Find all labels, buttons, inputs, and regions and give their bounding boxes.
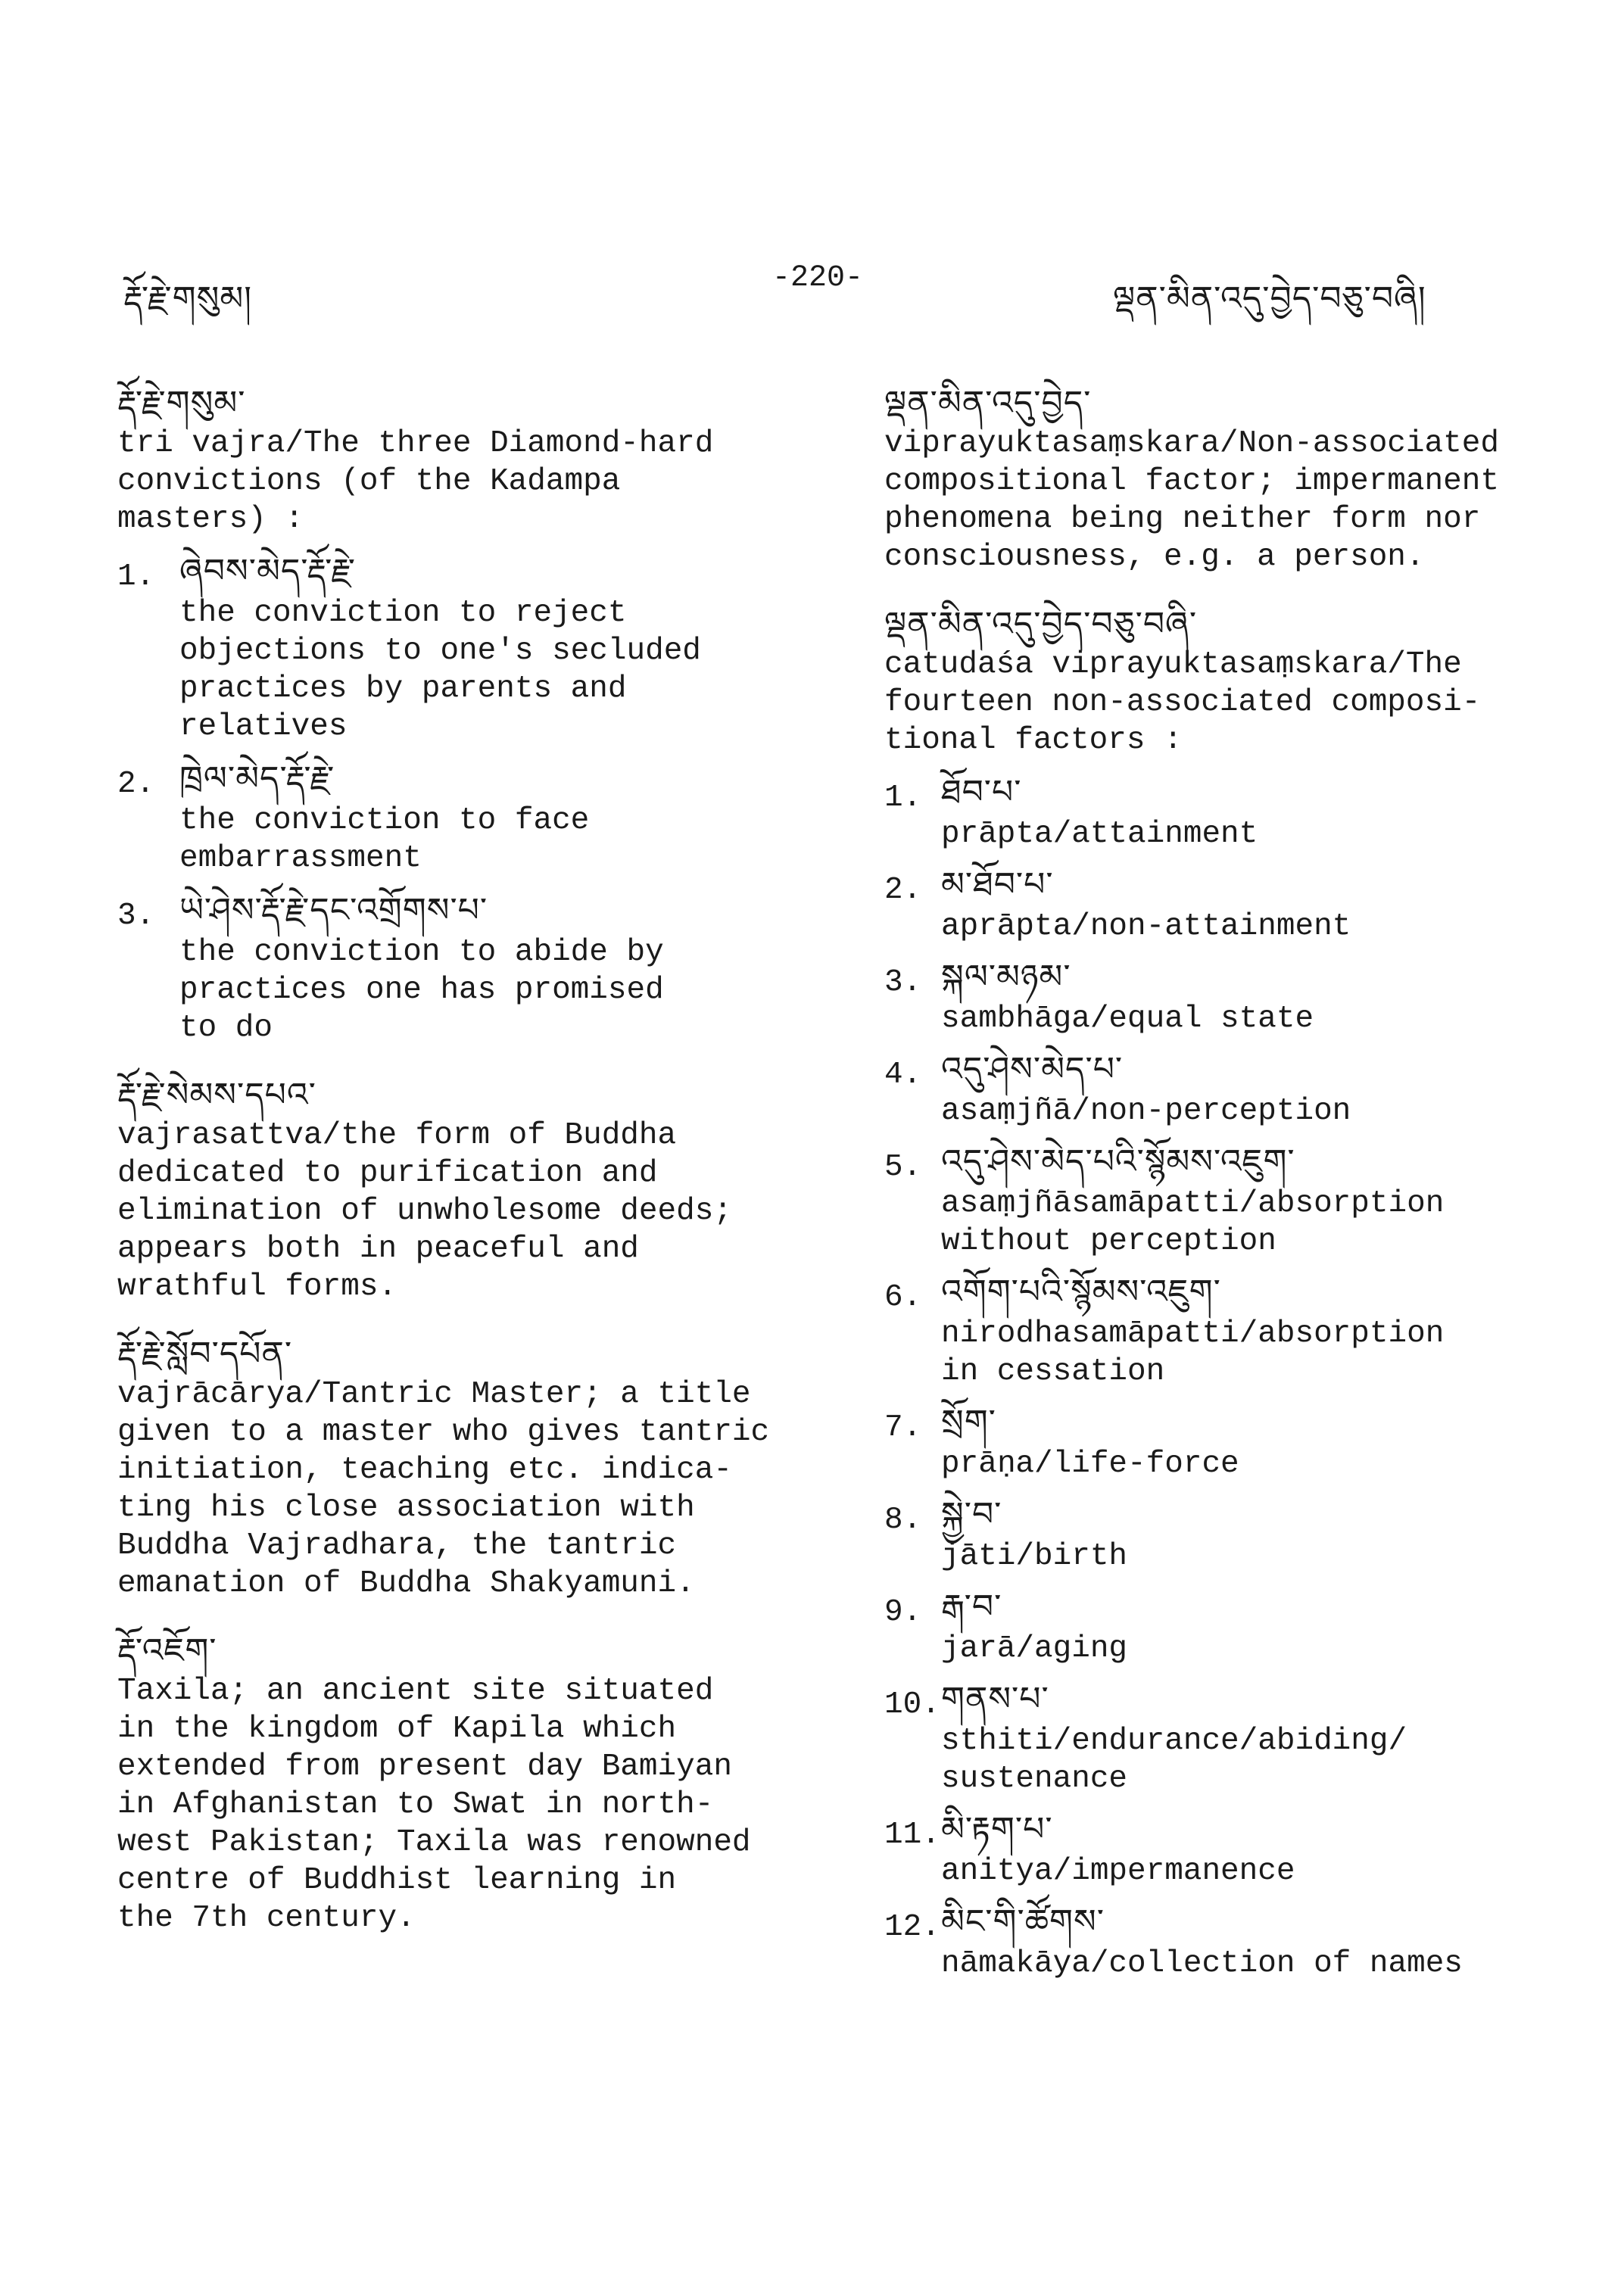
list-item [884,1270,1558,1391]
item-tibetan: ཁྲེལ་མེད་རྡོ་རྗེ་ [179,759,335,798]
item-text: asaṃjñā/non-perception [941,1094,1351,1129]
item-tibetan: སྐྱེ་བ་ [941,1495,1002,1534]
item-number: 3. [117,899,155,933]
page-number: -220- [772,261,864,295]
item-tibetan: སྲོག་ [941,1403,996,1441]
entry-headword: ལྡན་མིན་འདུ་བྱེད་བཅུ་བཞི་ [884,605,1198,643]
list-item [884,770,1558,853]
item-number: 5. [884,1150,922,1185]
entry-headword: རྡོ་འཇོག་ [117,1631,217,1670]
entry-headword: རྡོ་རྗེ་སློབ་དཔོན་ [117,1335,293,1373]
item-text: jarā/aging [941,1631,1128,1666]
item-tibetan: མིང་གི་ཚོགས་ [941,1902,1105,1941]
list-item [884,862,1558,946]
entry-definition: viprayuktasaṃskara/Non-associated compositional factor; impermanent phenomena being neither form nor consciousness, e.g. a person. [884,426,1499,575]
item-number: 8. [884,1503,922,1537]
entry-viprayuktasamskara [884,382,1558,576]
list-item [117,756,844,877]
entry-vajracarya [117,1333,844,1603]
item-number: 2. [884,873,922,908]
list-item [884,1492,1558,1575]
entry-definition: catudaśa viprayuktasaṃskara/The fourteen non-associated composi- tional factors : [884,647,1481,758]
item-tibetan: གནས་པ་ [941,1680,1049,1718]
item-number: 6. [884,1280,922,1315]
item-text: anitya/impermanence [941,1854,1295,1889]
list-item [884,1899,1558,1983]
item-number: 11. [884,1818,940,1852]
list-item [117,549,844,746]
item-text: nirodhasamāpatti/absorption in cessation [941,1316,1445,1389]
header-right-title: ལྡན་མིན་འདུ་བྱེད་བཅུ་བཞི། [1113,279,1426,318]
item-number: 4. [884,1058,922,1092]
list-item [884,1807,1558,1890]
item-number: 9. [884,1595,922,1630]
item-tibetan: ཞེབས་མེད་རྡོ་རྗེ་ [179,552,357,590]
item-text: sthiti/endurance/abiding/ sustenance [941,1724,1407,1796]
item-text: the conviction to abide by practices one has promised to do [179,935,664,1045]
entry-headword: རྡོ་རྗེ་སེམས་དཔའ་ [117,1076,316,1114]
item-number: 1. [117,559,155,594]
item-tibetan: མི་རྟག་པ་ [941,1810,1053,1849]
item-number: 12. [884,1910,940,1945]
entry-vajrasattva [117,1074,844,1306]
item-number: 7. [884,1410,922,1445]
item-text: prāpta/attainment [941,817,1258,852]
item-tibetan: འགོག་པའི་སྙོམས་འཇུག་ [941,1273,1221,1311]
item-text: aprāpta/non-attainment [941,909,1351,944]
entry-tri-vajra [117,382,844,1047]
list-item [884,1047,1558,1130]
item-text: asaṃjñāsamāpatti/absorption without perception [941,1186,1445,1259]
item-text: sambhāga/equal state [941,1002,1314,1036]
item-number: 1. [884,780,922,815]
entry-definition: tri vajra/The three Diamond-hard convictions (of the Kadampa masters) : [117,426,714,537]
item-text: jāti/birth [941,1539,1128,1574]
entry-taxila [117,1630,844,1937]
item-number: 3. [884,965,922,1000]
entry-headword: རྡོ་རྗེ་གསུམ་ [117,384,246,422]
item-number: 10. [884,1687,940,1722]
item-tibetan: སྐལ་མཉམ་ [941,958,1071,996]
list-item [117,888,844,1047]
left-column [117,382,844,1964]
item-text: the conviction to reject objections to one's secluded practices by parents and relatives [179,596,701,744]
sub-list [884,770,1558,1983]
item-text: nāmakāya/collection of names [941,1946,1463,1981]
list-item [884,1677,1558,1798]
entry-definition: Taxila; an ancient site situated in the kingdom of Kapila which extended from present day Bamiyan in Afghanistan to Swat in north- west Pakistan; Taxila was renowned centre of Buddhist learning in the 7th century. [117,1674,751,1936]
item-tibetan: ཡེ་ཤེས་རྡོ་རྗེ་དང་འགྲོགས་པ་ [179,891,488,930]
right-column [884,382,1558,2010]
list-item [884,1584,1558,1668]
item-tibetan: ཐོབ་པ་ [941,773,1022,812]
list-item [884,1400,1558,1483]
item-tibetan: རྒ་བ་ [941,1587,1002,1626]
item-number: 2. [117,767,155,802]
item-text: the conviction to face embarrassment [179,803,590,876]
header-left-title: རྡོ་རྗེ་གསུམ། [123,279,253,318]
entry-definition: vajrasattva/the form of Buddha dedicated to purification and elimination of unwholesome deeds; appears both in peaceful and wrathful forms. [117,1118,732,1304]
sub-list [117,549,844,1047]
item-tibetan: མ་ཐོབ་པ་ [941,865,1054,904]
entry-fourteen-factors [884,603,1558,1983]
item-tibetan: འདུ་ཤེས་མེད་པ་ [941,1050,1124,1089]
entry-definition: vajrācārya/Tantric Master; a title given to a master who gives tantric initiation, teaching etc. indica- ting his close association with Buddha Vajradhara, the tantric emanation of Buddha Shakyamuni. [117,1377,770,1601]
list-item [884,955,1558,1038]
item-text: prāṇa/life-force [941,1447,1239,1481]
list-item [884,1139,1558,1260]
entry-headword: ལྡན་མིན་འདུ་བྱེད་ [884,384,1092,422]
item-tibetan: འདུ་ཤེས་མེད་པའི་སྙོམས་འཇུག་ [941,1142,1295,1181]
